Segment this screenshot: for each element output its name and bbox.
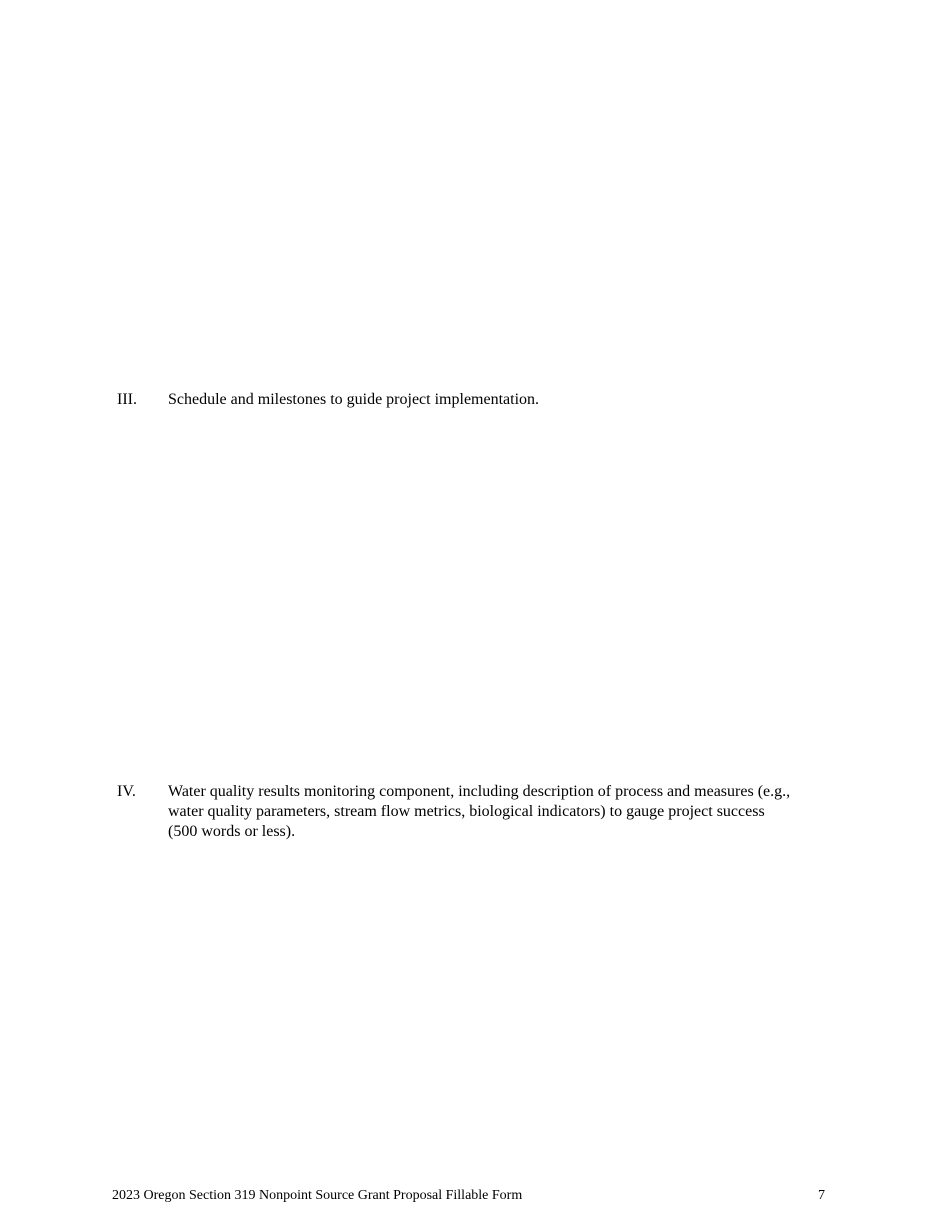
section-iv	[0, 782, 950, 844]
prompt-line: Schedule and milestones to guide project implementation.	[168, 391, 540, 408]
section-iii	[0, 390, 950, 412]
footer-title: 2023 Oregon Section 319 Nonpoint Source Grant Proposal Fillable Form	[112, 1188, 523, 1203]
prompt-line: (500 words or less).	[168, 823, 296, 840]
section-prompt	[168, 390, 840, 410]
page-number: 7	[818, 1188, 825, 1203]
prompt-line: Water quality results monitoring component, including description of process and measures (e.g.,	[168, 783, 791, 800]
prompt-line: water quality parameters, stream flow metrics, biological indicators) to gauge project success	[168, 803, 765, 820]
page-footer	[0, 1187, 950, 1207]
section-prompt	[168, 782, 840, 842]
section-numeral: III.	[117, 391, 137, 408]
section-numeral: IV.	[117, 783, 136, 800]
